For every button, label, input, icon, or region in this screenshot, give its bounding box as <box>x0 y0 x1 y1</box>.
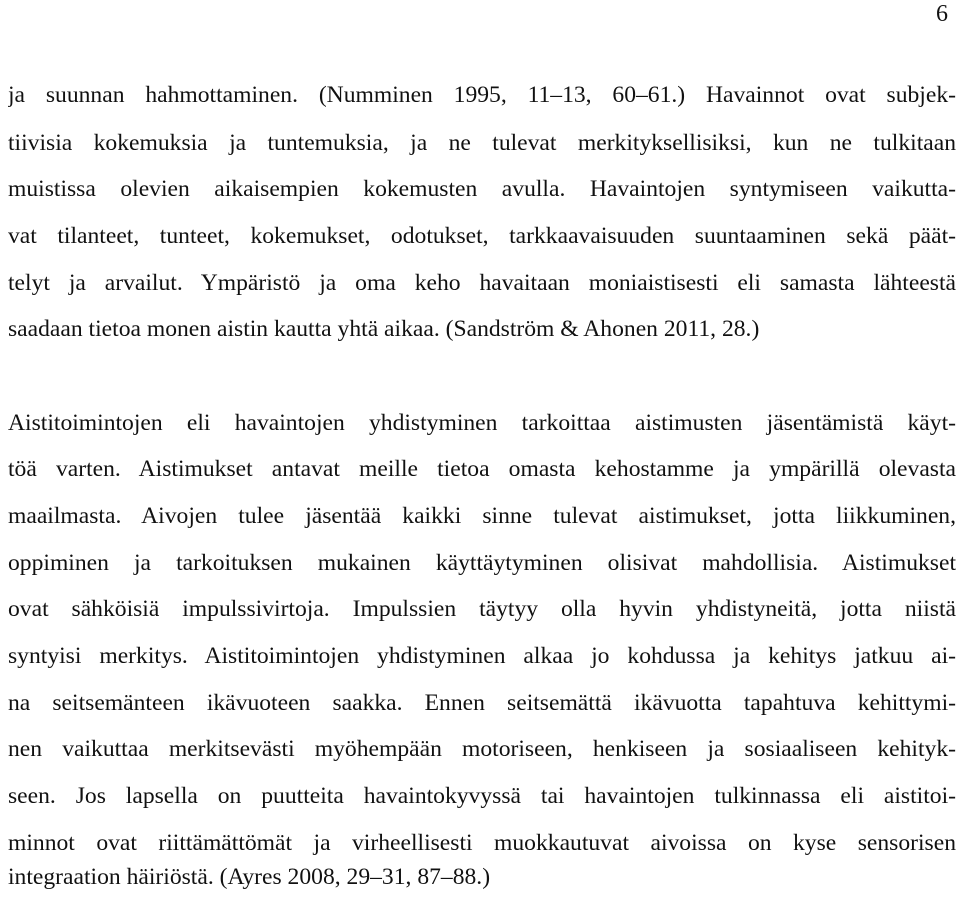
text-line: oppiminen ja tarkoituksen mukainen käyttäytyminen olisivat mahdollisia. Aistimukset <box>8 550 956 576</box>
text-line: töä varten. Aistimukset antavat meille tietoa omasta kehostamme ja ympärillä olevasta <box>8 456 956 482</box>
text-line: integraation häiriöstä. (Ayres 2008, 29–31, 87–88.) <box>8 864 491 890</box>
text-line: vat tilanteet, tunteet, kokemukset, odotukset, tarkkaavaisuuden suuntaaminen sekä päät- <box>8 223 956 249</box>
text-line: saadaan tietoa monen aistin kautta yhtä aikaa. (Sandström & Ahonen 2011, 28.) <box>8 316 760 342</box>
text-line: telyt ja arvailut. Ympäristö ja oma keho havaitaan moniaistisesti eli samasta lähteestä <box>8 270 956 296</box>
text-line: nen vaikuttaa merkitsevästi myöhempään motoriseen, henkiseen ja sosiaaliseen kehityk- <box>8 736 956 762</box>
text-line: na seitsemänteen ikävuoteen saakka. Ennen seitsemättä ikävuotta tapahtuva kehittymi- <box>8 690 956 716</box>
text-line: tiivisia kokemuksia ja tuntemuksia, ja ne tulevat merkityksellisiksi, kun ne tulkitaan <box>8 130 956 156</box>
text-line: maailmasta. Aivojen tulee jäsentää kaikki sinne tulevat aistimukset, jotta liikkuminen, <box>8 503 956 529</box>
text-line: minnot ovat riittämättömät ja virheellisesti muokkautuvat aivoissa on kyse sensorisen <box>8 830 956 856</box>
text-line: ja suunnan hahmottaminen. (Numminen 1995, 11–13, 60–61.) Havainnot ovat subjek- <box>8 82 956 108</box>
text-line: Aistitoimintojen eli havaintojen yhdistyminen tarkoittaa aistimusten jäsentämistä käyt- <box>8 410 956 436</box>
text-line: ovat sähköisiä impulssivirtoja. Impulssien täytyy olla hyvin yhdistyneitä, jotta niistä <box>8 596 956 622</box>
text-line: syntyisi merkitys. Aistitoimintojen yhdistyminen alkaa jo kohdussa ja kehitys jatkuu ai- <box>8 643 956 669</box>
text-line: seen. Jos lapsella on puutteita havaintokyvyssä tai havaintojen tulkinnassa eli aistitoi- <box>8 783 956 809</box>
text-line: muistissa olevien aikaisempien kokemusten avulla. Havaintojen syntymiseen vaikutta- <box>8 176 956 202</box>
page-number: 6 <box>936 1 948 27</box>
